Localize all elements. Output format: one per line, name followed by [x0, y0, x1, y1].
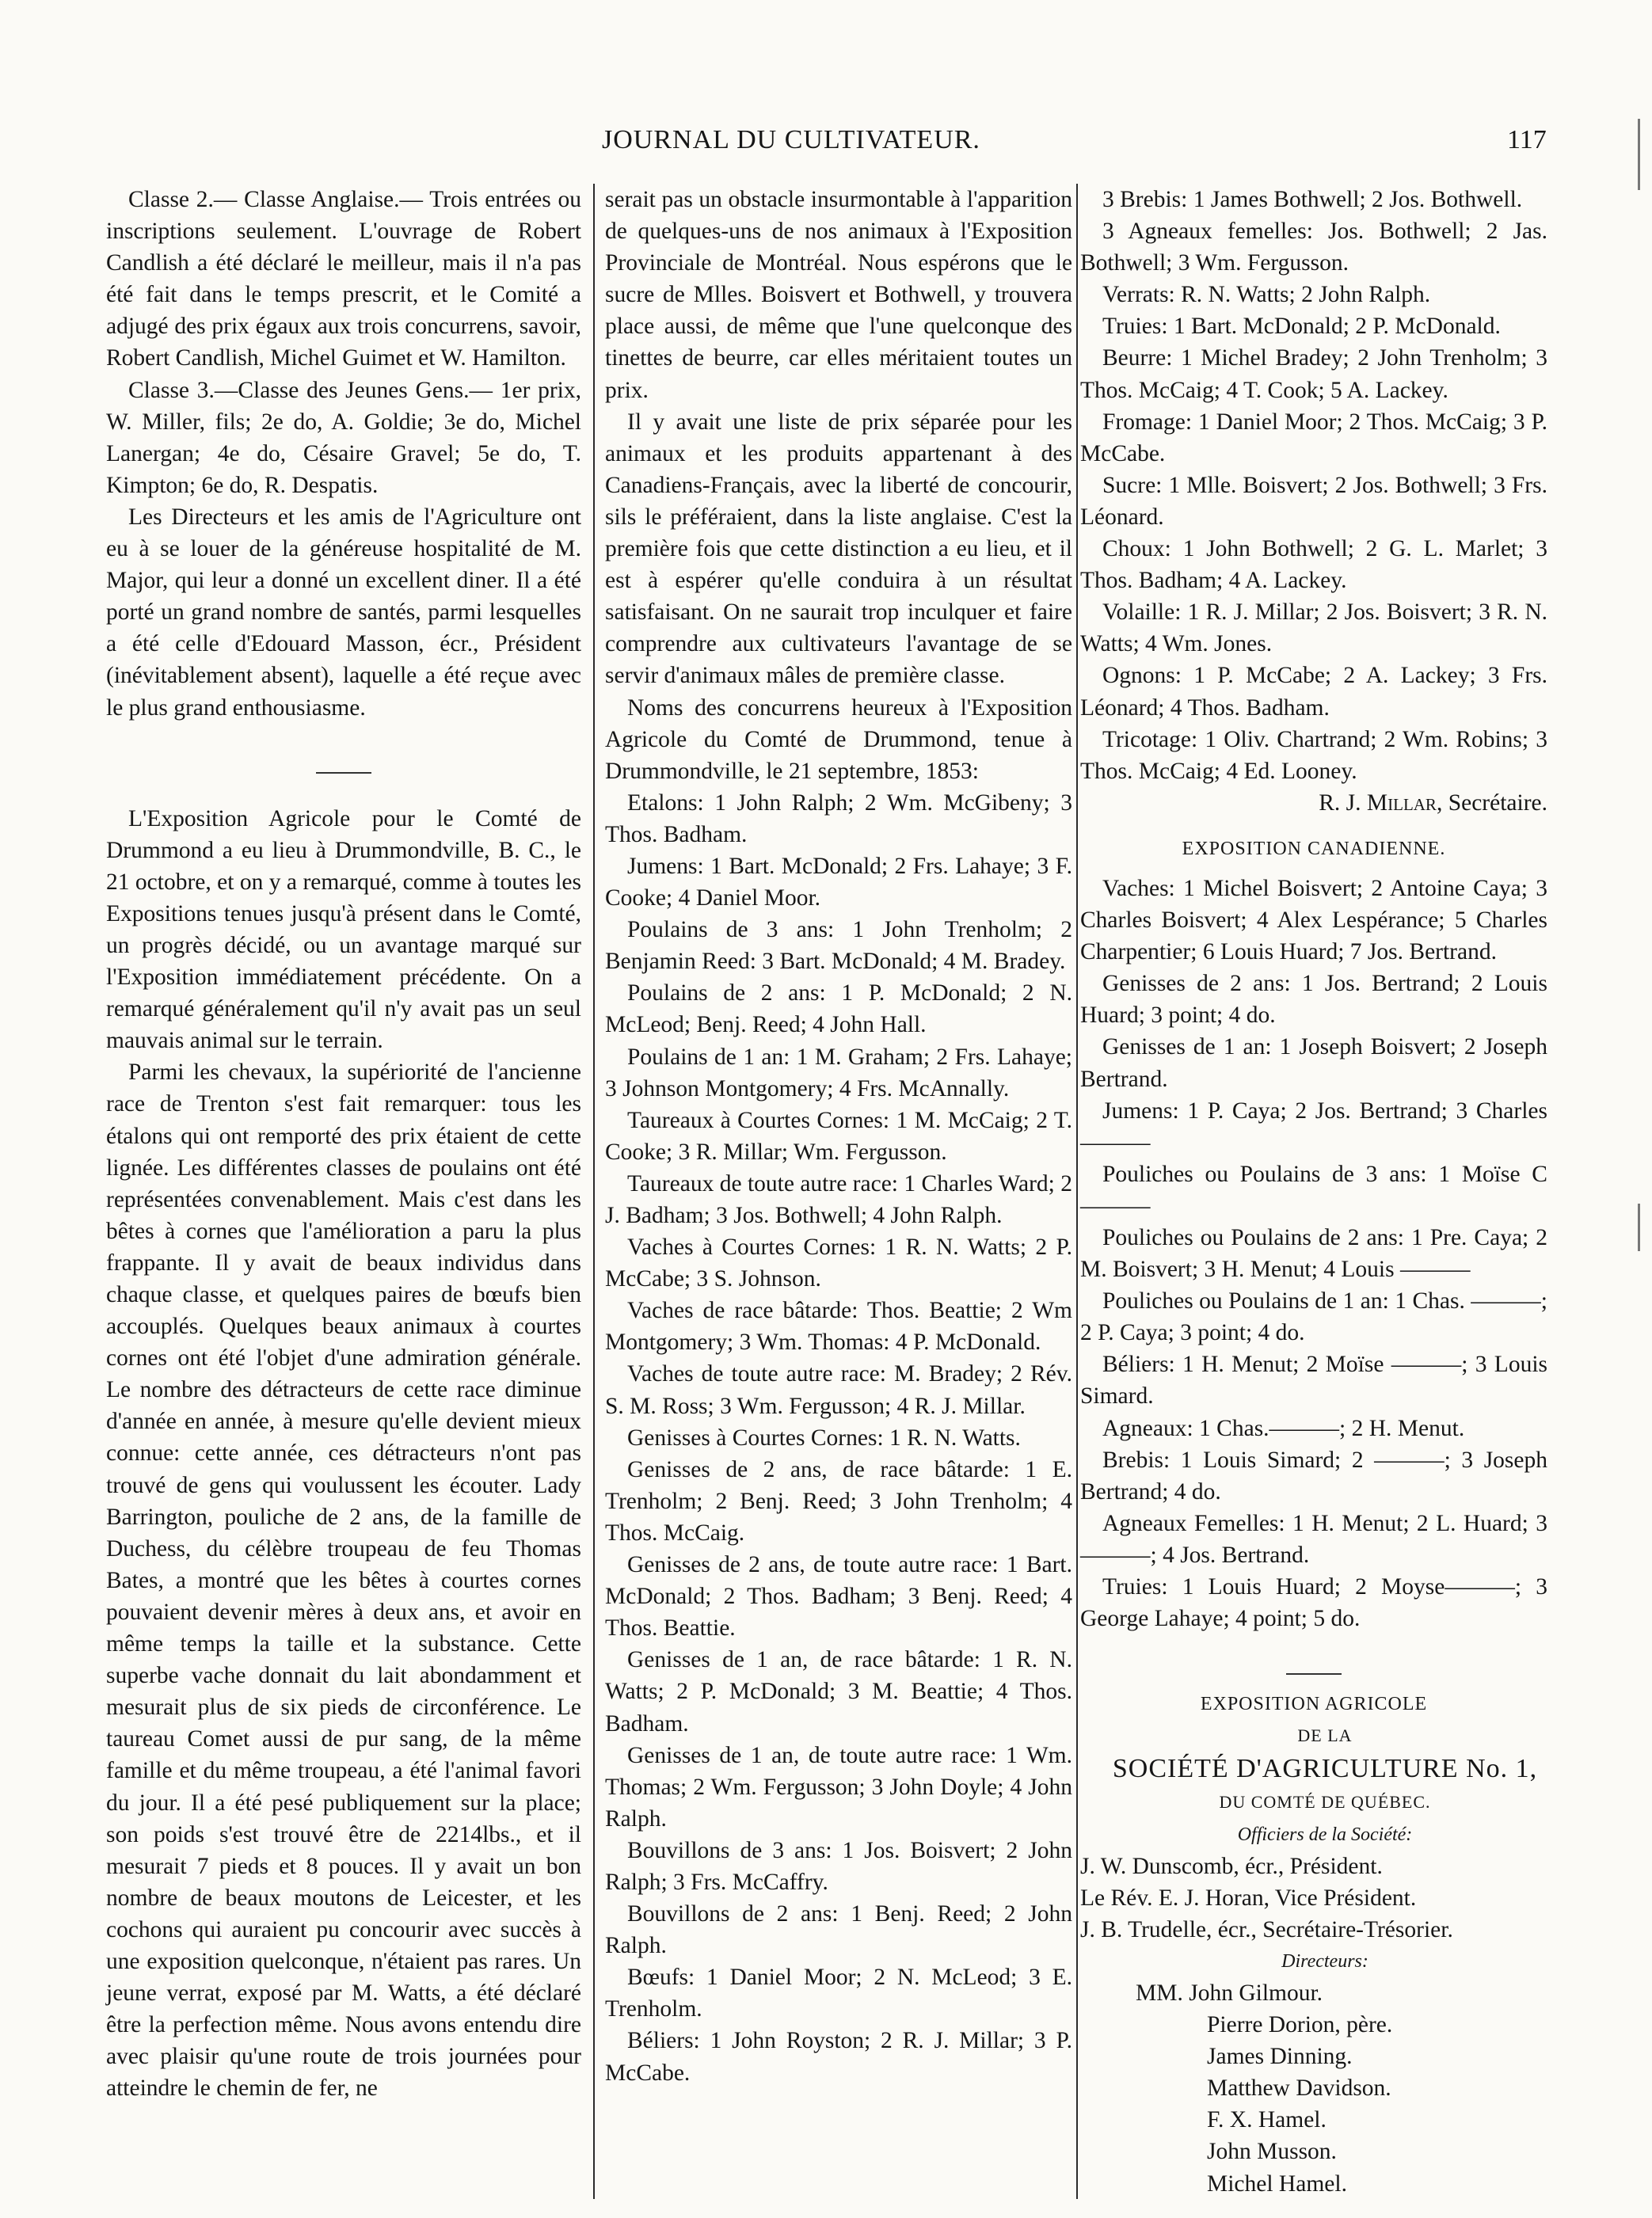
paragraph: Classe 3.—Classe des Jeunes Gens.— 1er prix, W. Miller, fils; 2e do, A. Goldie; 3e do, Michel Lanergan; 4e do, Césaire Gravel; 5e do, T. Kimpton; 6e do, R. Despatis.: [106, 377, 581, 498]
prize-entry: 3 Brebis: 1 James Bothwell; 2 Jos. Bothwell.: [1102, 187, 1523, 212]
society-name: SOCIÉTÉ D'AGRICULTURE No. 1,: [1112, 1754, 1538, 1784]
paragraph: serait pas un obstacle insurmontable à l'apparition de quelques-uns de nos animaux à l'Exposition Provinciale de Montréal. Nous espérons que le sucre de Mlles. Boisvert et Bothwell, y trouvera place aussi, de même que l'une quelconque des tinettes de beurre, car elles méritaient toutes un prix.: [605, 187, 1072, 403]
prize-entry: Truies: 1 Louis Huard; 2 Moyse———; 3 George Lahaye; 4 point; 5 do.: [1080, 1574, 1547, 1632]
prize-entry: Fromage: 1 Daniel Moor; 2 Thos. McCaig; 3 P. McCabe.: [1080, 409, 1547, 466]
prize-entry: Bouvillons de 3 ans: 1 Jos. Boisvert; 2 John Ralph; 3 Frs. McCaffry.: [605, 1837, 1072, 1895]
heading-connector: DE LA: [1297, 1725, 1353, 1746]
journal-title: JOURNAL DU CULTIVATEUR.: [602, 125, 980, 154]
prize-entry: Pouliches ou Poulains de 2 ans: 1 Pre. Caya; 2 M. Boisvert; 3 H. Menut; 4 Louis ———: [1080, 1225, 1547, 1283]
prize-entry: Bouvillons de 2 ans: 1 Benj. Reed; 2 John Ralph.: [605, 1901, 1072, 1959]
prize-entry: Truies: 1 Bart. McDonald; 2 P. McDonald.: [1102, 314, 1501, 340]
section-divider: [106, 755, 581, 787]
prize-entry: 3 Agneaux femelles: Jos. Bothwell; 2 Jas. Bothwell; 3 Wm. Fergusson.: [1080, 219, 1547, 276]
page-number: 117: [1507, 125, 1547, 154]
paragraph: Classe 2.— Classe Anglaise.— Trois entrées ou inscriptions seulement. L'ouvrage de Robert Candlish a été déclaré le meilleur, mais il n'a pas été fait dans le temps prescrit, et le Comité a adjugé des prix égaux aux trois concurrens, savoir, Robert Candlish, Michel Guimet et W. Hamilton.: [106, 187, 581, 371]
prize-entry: Brebis: 1 Louis Simard; 2 ———; 3 Joseph Bertrand; 4 do.: [1080, 1447, 1547, 1505]
prize-entry: Poulains de 3 ans: 1 John Trenholm; 2 Benjamin Reed: 3 Bart. McDonald; 4 M. Bradey.: [605, 917, 1072, 975]
prize-entry: Genisses de 2 ans: 1 Jos. Bertrand; 2 Louis Huard; 3 point; 4 do.: [1080, 971, 1547, 1029]
paragraph: Parmi les chevaux, la supériorité de l'ancienne race de Trenton s'est fait remarquer: tous les étalons qui ont remporté des prix étaient de cette lignée. Les différentes classes de poulains ont été représentées convenablement. Mais c'est dans les bêtes à cornes que l'amélioration a paru la plus frappante. Il y avait de beaux individus dans chaque classe, et quelques paires de bœufs bien accouplés. Quelques beaux animaux à courtes cornes ont été l'objet d'une admiration générale. Le nombre des détracteurs de cette race diminue d'année en année, à mesure qu'elle devient mieux connue: cette année, ces détracteurs n'ont pas trouvé de gens qui voulussent les écouter. Lady Barrington, pouliche de 2 ans, de la famille de Duchess, du célèbre troupeau de feu Thomas Bates, a montré que les bêtes à courtes cornes pouvaient devenir mères à deux ans, et avoir en même temps la taille et la substance. Cette superbe vache donnait du lait abondamment et mesurait plus de six pieds de circonférence. Le taureau Comet aussi de pur sang, de la même famille et du même troupeau, a été l'animal favori du jour. Il a été pesé publiquement sur la place; son poids s'est trouvé être de 2214lbs., et il mesurait 7 pieds et 8 pouces. Il y avait un bon nombre de beaux moutons de Leicester, et les cochons qui auraient pu concourir avec succès à une exposition quelconque, n'étaient pas rares. Un jeune verrat, exposé par M. Watts, a été déclaré être la perfection même. Nous avons entendu dire avec plaisir qu'une route de trois journées pour atteindre le chemin de fer, ne: [106, 1060, 581, 2102]
prize-entry: Bœufs: 1 Daniel Moor; 2 N. McLeod; 3 E. Trenholm.: [605, 1965, 1072, 2022]
prize-entry: Volaille: 1 R. J. Millar; 2 Jos. Boisvert; 3 R. N. Watts; 4 Wm. Jones.: [1080, 599, 1547, 657]
prize-entry: Vaches de race bâtarde: Thos. Beattie; 2 Wm Montgomery; 3 Wm. Thomas: 4 P. McDonald.: [605, 1298, 1072, 1356]
prize-entry: Pouliches ou Poulains de 3 ans: 1 Moïse C———: [1080, 1161, 1547, 1219]
running-header: [0, 125, 1652, 173]
column-rule-right: [1076, 184, 1078, 2199]
directors-heading: Directeurs:: [1281, 1950, 1368, 1972]
prize-entry: Vaches de toute autre race: M. Bradey; 2 Rév. S. M. Ross; 3 Wm. Fergusson; 4 R. J. Millar.: [605, 1361, 1072, 1419]
section-heading: EXPOSITION CANADIENNE.: [1182, 838, 1446, 859]
officer-line: J. W. Dunscomb, écr., Président.: [1080, 1853, 1383, 1879]
section-divider: [1080, 1657, 1547, 1688]
prize-entry: Agneaux: 1 Chas.———; 2 H. Menut.: [1102, 1415, 1465, 1441]
paragraph: Noms des concurrens heureux à l'Exposition Agricole du Comté de Drummond, tenue à Drummondville, le 21 septembre, 1853:: [605, 694, 1072, 784]
prize-entry: Ognons: 1 P. McCabe; 2 A. Lackey; 3 Frs. Léonard; 4 Thos. Badham.: [1080, 663, 1547, 721]
prize-entry: Etalons: 1 John Ralph; 2 Wm. McGibeny; 3 Thos. Badham.: [605, 789, 1072, 847]
director-line: F. X. Hamel.: [1207, 2107, 1327, 2133]
officer-line: J. B. Trudelle, écr., Secrétaire-Trésorier.: [1080, 1916, 1453, 1942]
column-1: [106, 184, 581, 2104]
prize-entry: Genisses à Courtes Cornes: 1 R. N. Watts.: [627, 1425, 1021, 1451]
prize-entry: Béliers: 1 H. Menut; 2 Moïse ———; 3 Louis Simard.: [1080, 1352, 1547, 1410]
prize-entry: Vaches à Courtes Cornes: 1 R. N. Watts; 2 P. McCabe; 3 S. Johnson.: [605, 1235, 1072, 1292]
column-rule-left: [593, 184, 595, 2199]
director-line: Michel Hamel.: [1207, 2170, 1347, 2197]
paragraph: Les Directeurs et les amis de l'Agriculture ont eu à se louer de la généreuse hospitalité de M. Major, qui leur a donné un excellent diner. Il a été porté un grand nombre de santés, parmi lesquelles a été celle d'Edouard Masson, écr., Président (inévitablement absent), laquelle a été reçue avec le plus grand enthousiasme.: [106, 504, 581, 721]
paragraph: Il y avait une liste de prix séparée pour les animaux et les produits appartenant à des Canadiens-Français, avec la liberté de concourir, sils le préféraient, dans la liste anglaise. C'est la première fois que cette distinction a eu lieu, et il est à espérer qu'elle conduira à un résultat satisfaisant. On ne saurait trop inculquer et faire comprendre aux cultivateurs l'avantage de se servir d'animaux mâles de première classe.: [605, 409, 1072, 689]
director-line: John Musson.: [1207, 2139, 1337, 2165]
prize-entry: Genisses de 1 an, de race bâtarde: 1 R. N. Watts; 2 P. McDonald; 3 M. Beattie; 4 Thos. Badham.: [605, 1647, 1072, 1737]
signature: R. J. Millar, Secrétaire.: [1319, 789, 1547, 816]
prize-entry: Choux: 1 John Bothwell; 2 G. L. Marlet; 3 Thos. Badham; 4 A. Lackey.: [1080, 536, 1547, 594]
prize-entry: Genisses de 2 ans, de toute autre race: 1 Bart. McDonald; 2 Thos. Badham; 3 Benj. Reed; 4 Thos. Beattie.: [605, 1552, 1072, 1642]
prize-entry: Béliers: 1 John Royston; 2 R. J. Millar; 3 P. McCabe.: [605, 2028, 1072, 2086]
director-line: James Dinning.: [1207, 2044, 1353, 2070]
director-line: MM. John Gilmour.: [1136, 1980, 1323, 2006]
column-3: [1080, 184, 1547, 2200]
prize-entry: Taureaux de toute autre race: 1 Charles Ward; 2 J. Badham; 3 Jos. Bothwell; 4 John Ralph.: [605, 1170, 1072, 1228]
section-heading: EXPOSITION AGRICOLE: [1200, 1694, 1428, 1715]
prize-entry: Jumens: 1 Bart. McDonald; 2 Frs. Lahaye; 3 F. Cooke; 4 Daniel Moor.: [605, 853, 1072, 911]
paragraph: L'Exposition Agricole pour le Comté de Drummond a eu lieu à Drummondville, B. C., le 21 octobre, et on y a remarqué, comme à toutes les Expositions tenues jusqu'à présent dans le Comté, un progrès décidé, ou un avantage marqué sur l'Exposition immédiatement précédente. On a remarqué généralement qu'il n'y avait pas un seul mauvais animal sur le terrain.: [106, 805, 581, 1054]
column-2: [605, 184, 1072, 2089]
prize-entry: Genisses de 1 an, de toute autre race: 1 Wm. Thomas; 2 Wm. Fergusson; 3 John Doyle; 4 John Ralph.: [605, 1742, 1072, 1832]
prize-entry: Jumens: 1 P. Caya; 2 Jos. Bertrand; 3 Charles ———: [1080, 1098, 1547, 1155]
prize-entry: Pouliches ou Poulains de 1 an: 1 Chas. ———; 2 P. Caya; 3 point; 4 do.: [1080, 1288, 1547, 1346]
prize-entry: Poulains de 2 ans: 1 P. McDonald; 2 N. McLeod; Benj. Reed; 4 John Hall.: [605, 980, 1072, 1038]
prize-entry: Beurre: 1 Michel Bradey; 2 John Trenholm; 3 Thos. McCaig; 4 T. Cook; 5 A. Lackey.: [1080, 345, 1547, 403]
director-line: Pierre Dorion, père.: [1207, 2012, 1393, 2038]
prize-entry: Tricotage: 1 Oliv. Chartrand; 2 Wm. Robins; 3 Thos. McCaig; 4 Ed. Looney.: [1080, 726, 1547, 784]
prize-entry: Vaches: 1 Michel Boisvert; 2 Antoine Caya; 3 Charles Boisvert; 4 Alex Lespérance; 5 Charles Charpentier; 6 Louis Huard; 7 Jos. Bertrand.: [1080, 875, 1547, 965]
officer-line: Le Rév. E. J. Horan, Vice Président.: [1080, 1885, 1417, 1911]
prize-entry: Agneaux Femelles: 1 H. Menut; 2 L. Huard; 3 ———; 4 Jos. Bertrand.: [1080, 1510, 1547, 1568]
prize-entry: Verrats: R. N. Watts; 2 John Ralph.: [1102, 282, 1431, 308]
edge-mark: [1638, 1204, 1640, 1251]
officers-heading: Officiers de la Société:: [1237, 1824, 1413, 1845]
edge-mark: [1638, 119, 1640, 190]
prize-entry: Sucre: 1 Mlle. Boisvert; 2 Jos. Bothwell; 3 Frs. Léonard.: [1080, 472, 1547, 530]
prize-entry: Genisses de 1 an: 1 Joseph Boisvert; 2 Joseph Bertrand.: [1080, 1034, 1547, 1092]
prize-entry: Genisses de 2 ans, de race bâtarde: 1 E. Trenholm; 2 Benj. Reed; 3 John Trenholm; 4 Thos. McCaig.: [605, 1456, 1072, 1546]
director-line: Matthew Davidson.: [1207, 2075, 1391, 2102]
prize-entry: Poulains de 1 an: 1 M. Graham; 2 Frs. Lahaye; 3 Johnson Montgomery; 4 Frs. McAnnally.: [605, 1044, 1072, 1101]
county-heading: DU COMTÉ DE QUÉBEC.: [1219, 1792, 1431, 1813]
prize-entry: Taureaux à Courtes Cornes: 1 M. McCaig; 2 T. Cooke; 3 R. Millar; Wm. Fergusson.: [605, 1107, 1072, 1165]
